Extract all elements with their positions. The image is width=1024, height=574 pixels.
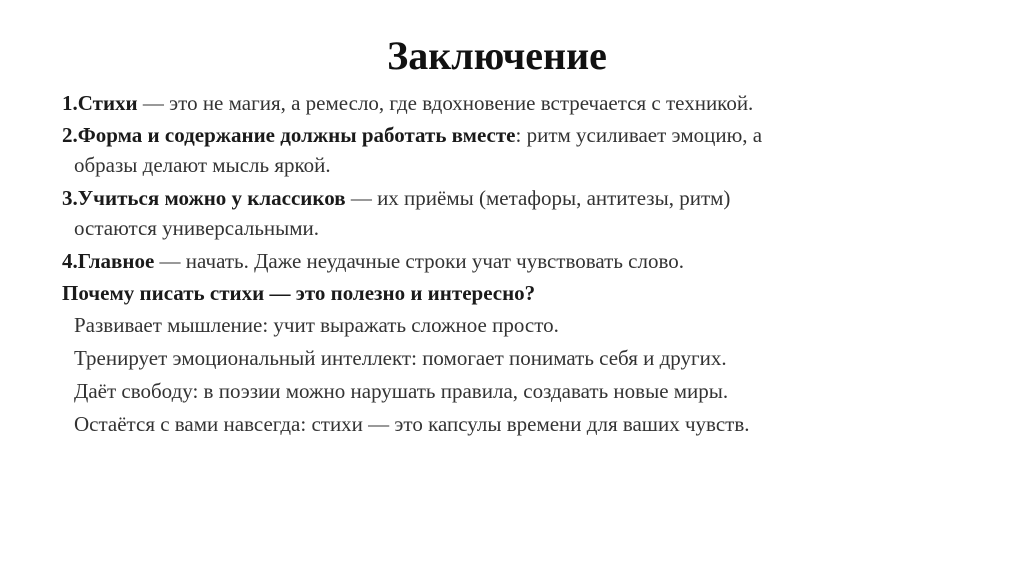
point-1 — [62, 92, 922, 114]
point-3-lead: 3.Учиться можно у классиков — [62, 186, 346, 210]
slide-title: Заключение — [387, 33, 607, 78]
point-4-lead: 4.Главное — [62, 249, 155, 273]
why-heading: Почему писать стихи — это полезно и интересно? — [62, 281, 536, 305]
point-1-lead: 1.Стихи — [62, 91, 138, 115]
point-2 — [62, 124, 922, 146]
point-4 — [62, 250, 922, 272]
slide-body — [62, 92, 922, 446]
why-item-1: Развивает мышление: учит выражать сложное просто. — [74, 313, 559, 337]
point-2-text: : ритм усиливает эмоцию, а — [515, 123, 763, 147]
point-3-continuation: остаются универсальными. — [74, 216, 320, 240]
why-item-4: Остаётся с вами навсегда: стихи — это капсулы времени для ваших чувств. — [74, 412, 750, 436]
why-item-2: Тренирует эмоциональный интеллект: помогает понимать себя и других. — [74, 346, 727, 370]
point-4-text: — начать. Даже неудачные строки учат чувствовать слово. — [154, 249, 684, 273]
point-2-lead: 2.Форма и содержание должны работать вместе — [62, 123, 516, 147]
why-item-3: Даёт свободу: в поэзии можно нарушать правила, создавать новые миры. — [74, 379, 729, 403]
point-3 — [62, 187, 922, 209]
point-3-text: — их приёмы (метафоры, антитезы, ритм) — [345, 186, 731, 210]
point-1-text: — это не магия, а ремесло, где вдохновение встречается с техникой. — [137, 91, 754, 115]
point-2-continuation: образы делают мысль яркой. — [74, 153, 331, 177]
